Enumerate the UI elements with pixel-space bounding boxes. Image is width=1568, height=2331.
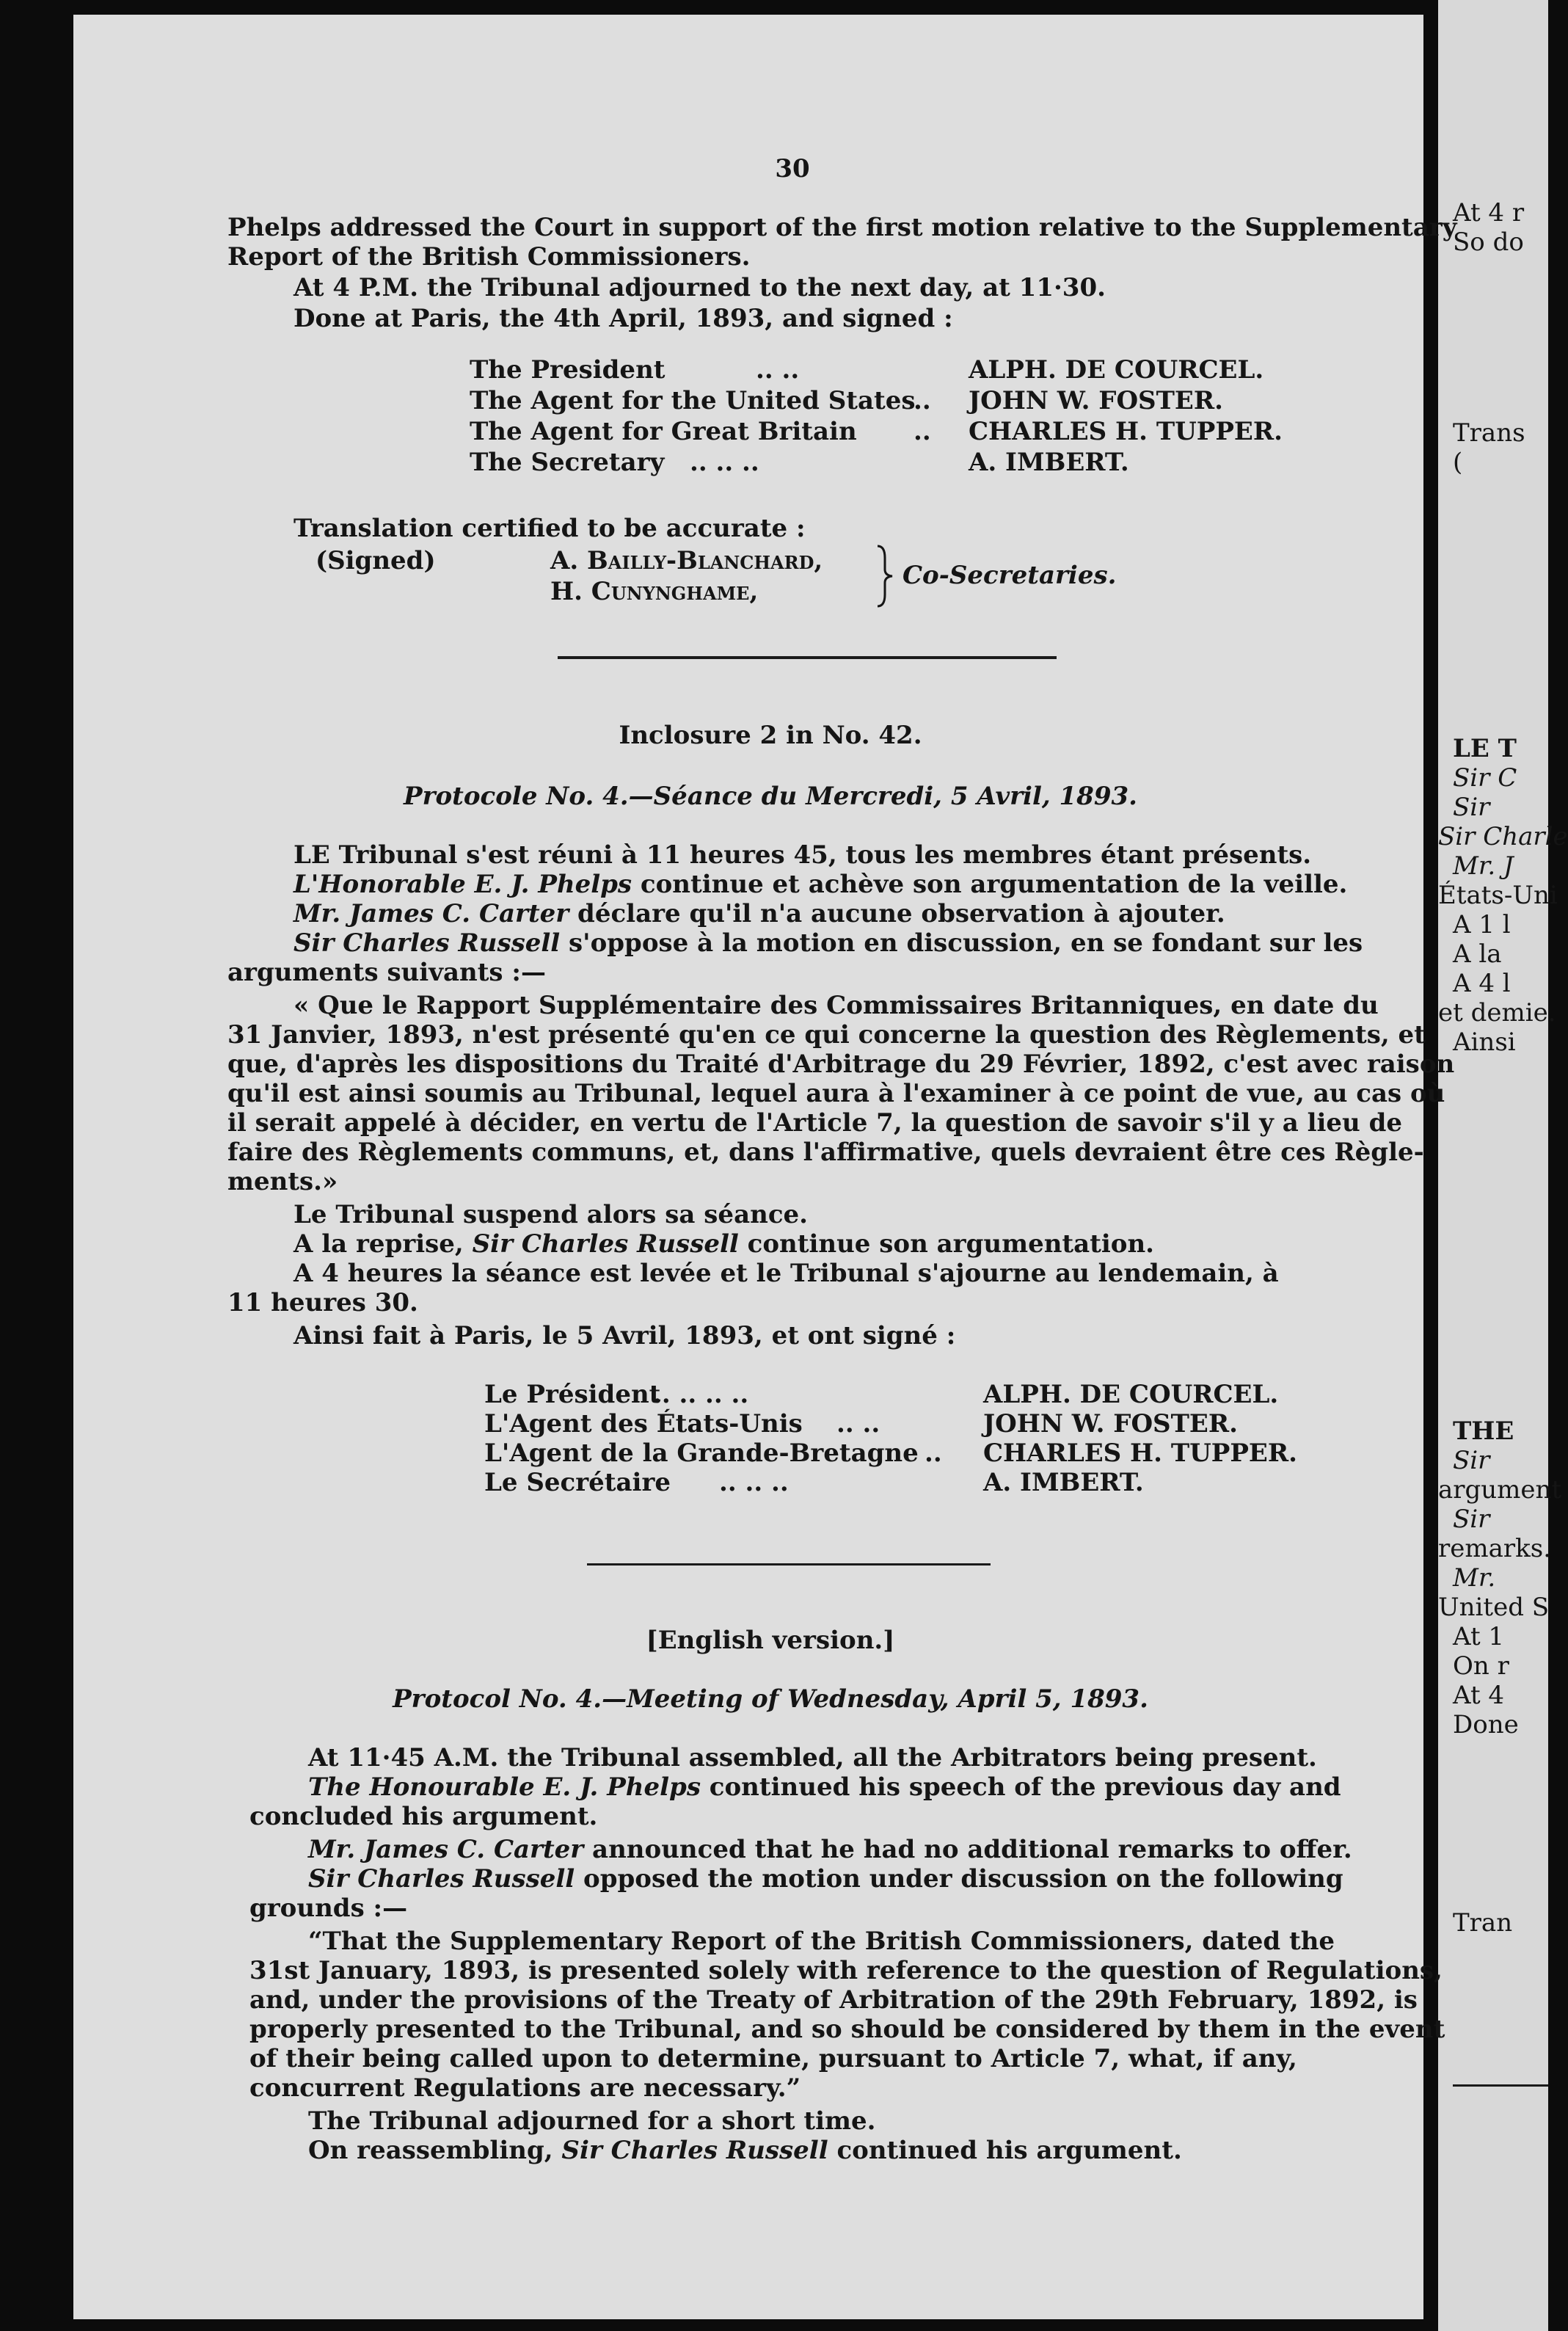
signatory-name: JOHN W. FOSTER. <box>969 386 1223 415</box>
margin-fragment: remarks. <box>1438 1534 1551 1563</box>
text-line: Le Tribunal suspend alors sa séance. <box>293 1200 808 1229</box>
margin-fragment: Sir <box>1453 793 1490 822</box>
signatory-role: The Agent for the United States <box>470 386 916 415</box>
margin-fragment: Sir Charle <box>1438 822 1568 851</box>
quote-line: “That the Supplementary Report of the British Commissioners, dated the <box>308 1927 1335 1956</box>
signatory-name: CHARLES H. TUPPER. <box>983 1439 1297 1468</box>
text-line: Sir Charles Russell s'oppose à la motion en discussion, en se fondant sur les <box>293 928 1363 958</box>
margin-fragment: Sir <box>1453 1446 1490 1475</box>
signatory-role: The Agent for Great Britain <box>470 417 857 446</box>
certification-signed: (Signed) <box>316 546 436 575</box>
text-line: grounds :— <box>249 1894 408 1923</box>
margin-fragment: At 4 <box>1453 1681 1505 1710</box>
quote-line: qu'il est ainsi soumis au Tribunal, lequel aura à l'examiner à ce point de vue, au cas où <box>227 1079 1445 1108</box>
quote-line: faire des Règlements communs, et, dans l'affirmative, quels devraient être ces Règle- <box>227 1138 1424 1167</box>
margin-fragment: et demie. <box>1438 998 1556 1028</box>
text-line: LE Tribunal s'est réuni à 11 heures 45, tous les membres étant présents. <box>293 840 1312 870</box>
leader-dots: .. .. .. <box>719 1468 789 1497</box>
text-line: The Honourable E. J. Phelps continued his speech of the previous day and <box>308 1772 1341 1802</box>
margin-fragment: A 4 l <box>1453 969 1511 998</box>
margin-fragment: Tran <box>1453 1908 1513 1938</box>
inclosure-title: Inclosure 2 in No. 42. <box>619 721 922 750</box>
signatory-name: A. IMBERT. <box>969 448 1129 477</box>
margin-fragment: On r <box>1453 1651 1509 1681</box>
signatory-name: CHARLES H. TUPPER. <box>969 417 1283 446</box>
signatory-role: Le Président <box>484 1380 661 1409</box>
co-secretary-name: A. Bailly-Blanchard, <box>550 546 823 575</box>
text-line: L'Honorable E. J. Phelps continue et achève son argumentation de la veille. <box>293 870 1348 899</box>
margin-fragment: Mr. J <box>1453 851 1514 881</box>
signatory-role: The Secretary <box>470 448 665 477</box>
signatory-role: L'Agent de la Grande-Bretagne <box>484 1439 919 1468</box>
protocol-title-fr: Protocole No. 4.—Séance du Mercredi, 5 Avril, 1893. <box>404 782 1137 811</box>
text-line: The Tribunal adjourned for a short time. <box>308 2106 876 2136</box>
margin-fragment: At 1 <box>1453 1622 1505 1651</box>
signatory-role: Le Secrétaire <box>484 1468 671 1497</box>
co-secretaries-label: Co-Secretaries. <box>902 561 1117 590</box>
text-line: A la reprise, Sir Charles Russell continue son argumentation. <box>293 1229 1155 1259</box>
section-divider <box>558 656 1057 659</box>
margin-fragment: THE <box>1453 1417 1514 1446</box>
margin-fragment: ( <box>1453 448 1463 477</box>
text-line: Done at Paris, the 4th April, 1893, and signed : <box>293 304 953 333</box>
margin-fragment: Ainsi <box>1453 1028 1516 1057</box>
leader-dots: .. <box>914 386 931 415</box>
margin-fragment: Sir C <box>1453 763 1517 793</box>
text-line: At 4 P.M. the Tribunal adjourned to the next day, at 11·30. <box>293 273 1106 302</box>
certification-title: Translation certified to be accurate : <box>293 514 806 543</box>
leader-dots: .. .. .. .. <box>653 1380 749 1409</box>
margin-fragment: argument <box>1438 1475 1562 1505</box>
signatory-role: L'Agent des États-Unis <box>484 1409 803 1439</box>
margin-fragment: At 4 r <box>1453 198 1525 228</box>
margin-fragment: Mr. <box>1453 1563 1496 1593</box>
leader-dots: .. .. <box>836 1409 880 1439</box>
quote-line: ments.» <box>227 1167 338 1196</box>
margin-fragment: LE T <box>1453 734 1517 763</box>
curly-brace-icon <box>873 543 895 609</box>
text-line: Mr. James C. Carter announced that he had no additional remarks to offer. <box>308 1835 1352 1864</box>
quote-line: 31st January, 1893, is presented solely with reference to the question of Regulations, <box>249 1956 1443 1985</box>
text-line: Ainsi fait à Paris, le 5 Avril, 1893, et ont signé : <box>293 1321 956 1350</box>
text-line: A 4 heures la séance est levée et le Tribunal s'ajourne au lendemain, à <box>293 1259 1279 1288</box>
quote-line: 31 Janvier, 1893, n'est présenté qu'en ce qui concerne la question des Règlements, et <box>227 1020 1426 1050</box>
leader-dots: .. .. .. <box>690 448 759 477</box>
margin-fragment: Trans <box>1453 418 1525 448</box>
margin-rule <box>1453 2084 1548 2087</box>
quote-line: properly presented to the Tribunal, and so should be considered by them in the event <box>249 2015 1445 2044</box>
english-version-label: [English version.] <box>646 1626 895 1655</box>
co-secretary-name: H. Cunynghame, <box>550 577 759 606</box>
quote-line: and, under the provisions of the Treaty of Arbitration of the 29th February, 1892, is <box>249 1985 1418 2015</box>
text-line: At 11·45 A.M. the Tribunal assembled, all the Arbitrators being present. <box>308 1743 1317 1772</box>
text-line: Report of the British Commissioners. <box>227 242 751 272</box>
quote-line: il serait appelé à décider, en vertu de l'Article 7, la question de savoir s'il y a lieu de <box>227 1108 1403 1138</box>
text-line: concluded his argument. <box>249 1802 598 1831</box>
adjacent-page-margin <box>1438 0 1568 2331</box>
protocol-title-en: Protocol No. 4.—Meeting of Wednesday, April 5, 1893. <box>393 1684 1148 1714</box>
margin-fragment: So do <box>1453 228 1524 257</box>
text-line: Phelps addressed the Court in support of the first motion relative to the Supplementary <box>227 213 1457 242</box>
quote-line: que, d'après les dispositions du Traité d'Arbitrage du 29 Février, 1892, c'est avec raison <box>227 1050 1455 1079</box>
signatory-role: The President <box>470 355 666 385</box>
quote-line: « Que le Rapport Supplémentaire des Commissaires Britanniques, en date du <box>293 991 1379 1020</box>
text-line: arguments suivants :— <box>227 958 546 987</box>
text-line: Sir Charles Russell opposed the motion under discussion on the following <box>308 1864 1343 1894</box>
margin-fragment: A 1 l <box>1453 910 1511 939</box>
margin-fragment: Sir <box>1453 1505 1490 1534</box>
quote-line: of their being called upon to determine, pursuant to Article 7, what, if any, <box>249 2044 1297 2073</box>
margin-fragment: Done <box>1453 1710 1519 1739</box>
leader-dots: .. .. <box>756 355 800 385</box>
page-number: 30 <box>775 154 810 183</box>
signatory-name: ALPH. DE COURCEL. <box>969 355 1264 385</box>
quote-line: concurrent Regulations are necessary.” <box>249 2073 801 2103</box>
margin-fragment: A la <box>1453 939 1502 969</box>
leader-dots: .. <box>914 417 931 446</box>
margin-fragment: États-Uni <box>1438 881 1558 910</box>
signatory-name: JOHN W. FOSTER. <box>983 1409 1238 1439</box>
signatory-name: A. IMBERT. <box>983 1468 1144 1497</box>
leader-dots: .. <box>925 1439 942 1468</box>
section-divider <box>587 1563 991 1565</box>
signatory-name: ALPH. DE COURCEL. <box>983 1380 1279 1409</box>
text-line: 11 heures 30. <box>227 1288 418 1317</box>
text-line: On reassembling, Sir Charles Russell continued his argument. <box>308 2136 1182 2165</box>
margin-fragment: United S <box>1438 1593 1550 1622</box>
text-line: Mr. James C. Carter déclare qu'il n'a aucune observation à ajouter. <box>293 899 1225 928</box>
